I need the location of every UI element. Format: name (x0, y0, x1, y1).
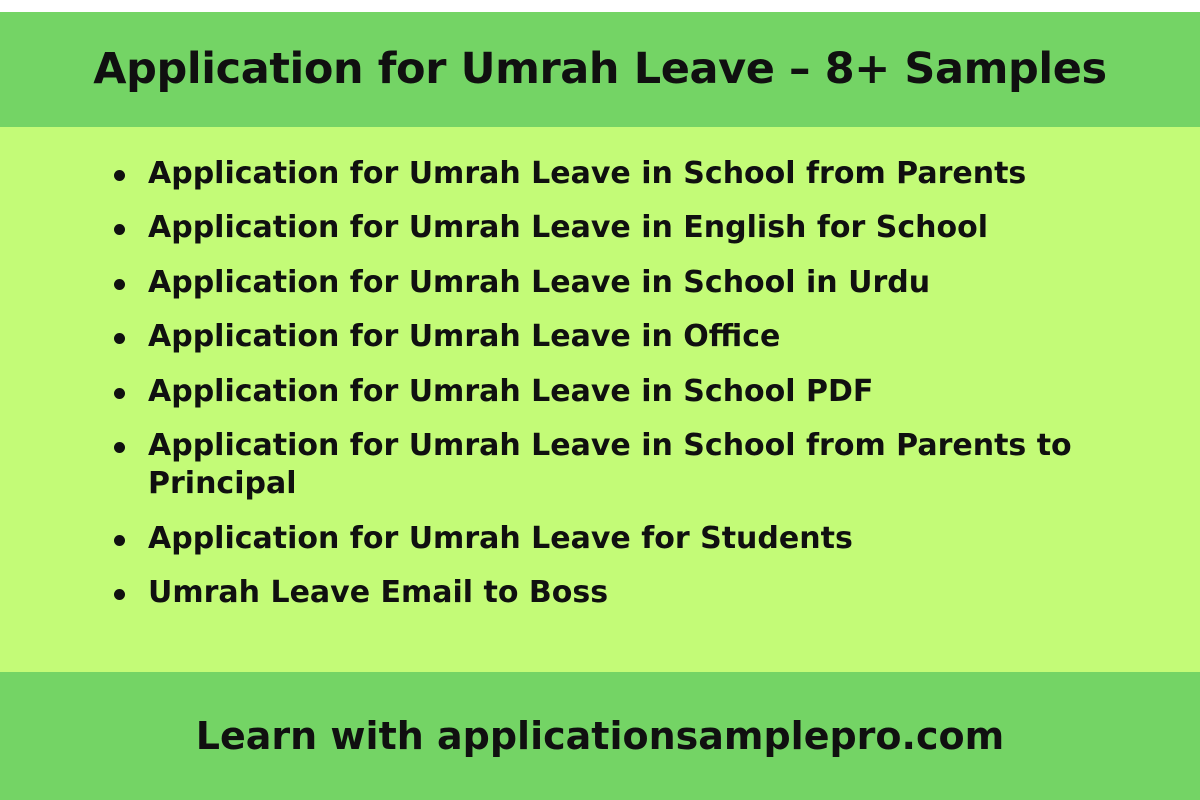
list-item: Application for Umrah Leave in English for School (110, 209, 1140, 247)
list-item: Application for Umrah Leave in Office (110, 318, 1140, 356)
page-title: Application for Umrah Leave – 8+ Samples (93, 43, 1107, 94)
body-band (0, 127, 1200, 672)
footer-band (0, 672, 1200, 800)
list-item: Application for Umrah Leave in School in Urdu (110, 264, 1140, 302)
list-item: Application for Umrah Leave for Students (110, 520, 1140, 558)
footer-attribution: Learn with applicationsamplepro.com (195, 714, 1005, 758)
top-spacer (0, 0, 1200, 12)
list-item: Application for Umrah Leave in School from Parents to Principal (110, 427, 1140, 504)
list-item: Umrah Leave Email to Boss (110, 574, 1140, 612)
list-item: Application for Umrah Leave in School from Parents (110, 155, 1140, 193)
header-band (0, 12, 1200, 127)
sample-list (0, 155, 1200, 629)
list-item: Application for Umrah Leave in School PDF (110, 373, 1140, 411)
